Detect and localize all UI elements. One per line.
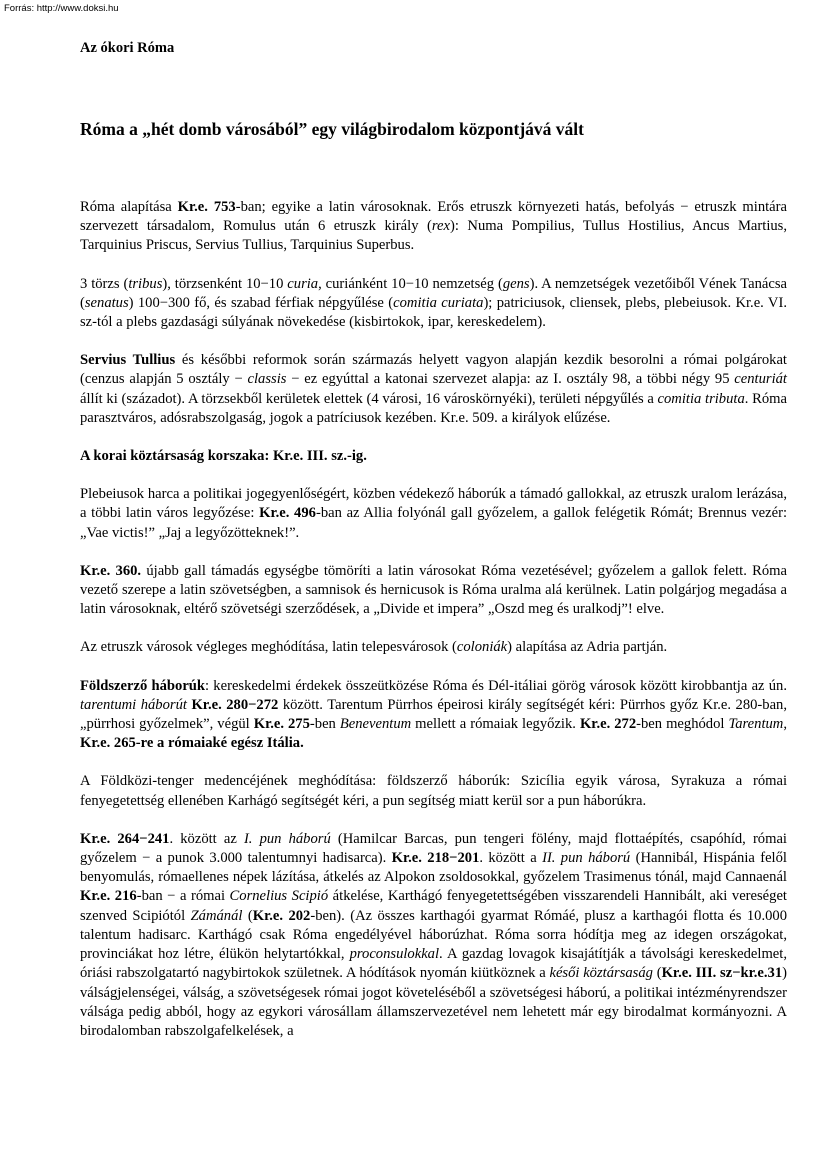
bold-text: Kr.e. 265-re a rómaiaké egész Itália. xyxy=(80,735,304,752)
text-run: állít ki (századot). A törzsekből kerületek elettek (4 városi, 16 városkörnyéki), területi népgyűlés a xyxy=(80,390,658,407)
text-run: A korai köztársaság korszaka: Kr.e. III. sz.-ig. xyxy=(80,448,367,465)
text-run: : kereskedelmi érdekek összeütközése Róma és Dél-itáliai görög városok között kirobbantja az ún. xyxy=(205,677,787,694)
text-run: , curiánként 10−10 nemzetség ( xyxy=(318,275,503,292)
bold-text: Kr.e. 272 xyxy=(579,716,637,733)
italic-text: centuriát xyxy=(734,371,787,388)
italic-text: I. pun háború xyxy=(243,830,331,847)
text-run: újabb gall támadás egységbe tömöríti a latin városokat Róma vezetésével; győzelem a gallok felett. Róma vezető szerepe a latin szövetségben, a samnisok és hernicusok is Róma uralma alá kerülnek. Latin polgárjog megadása a latin városoknak, eltérő szövetségi szerződések, a „Divide et impera” „Oszd meg és uralkodj”! elve. xyxy=(80,562,788,618)
bold-text: Kr.e. 753 xyxy=(177,199,236,215)
bold-text: Kr.e. 202 xyxy=(252,907,311,924)
italic-text: gens xyxy=(502,275,530,292)
page-title: Róma a „hét domb városából” egy világbirodalom központjává vált xyxy=(80,119,584,139)
text-run: . között a xyxy=(479,850,543,867)
text-run: . Róma parasztváros, adósrabszolgaság, jogok a patríciusok kezében. Kr.e. 509. a királyok elűzése. xyxy=(80,390,787,426)
text-run: . között az xyxy=(169,830,244,847)
bold-text: Servius Tullius xyxy=(80,352,176,369)
text-run: mellett a rómaiak legyőzik. xyxy=(411,716,580,733)
text-run: ( xyxy=(652,965,662,982)
paragraph xyxy=(80,772,787,810)
italic-text: tribus xyxy=(128,275,163,292)
italic-text: Cornelius Scipió xyxy=(229,888,329,905)
text-run: Plebeiusok harca a politikai jogegyenlőségért, közben védekező háborúk a támadó gallokkal, az etruszk uralom lerázása, a többi latin város legyőzése: xyxy=(80,486,787,522)
text-run: Az etruszk városok végleges meghódítása, latin telepesvárosok ( xyxy=(80,639,457,656)
text-run: 3 törzs ( xyxy=(80,275,129,292)
text-run: ) alapítása az Adria partján. xyxy=(507,639,668,656)
italic-text: Tarentum xyxy=(728,716,784,733)
paragraph xyxy=(80,638,787,657)
paragraph xyxy=(80,351,787,428)
bold-text: Kr.e. 264−241 xyxy=(80,830,170,847)
bold-text: Kr.e. 496 xyxy=(259,505,316,522)
section-heading xyxy=(80,447,787,466)
text-run: A Földközi-tenger medencéjének meghódítása: földszerző háborúk: Szicília egyik városa, Syrakuza a római fenyegetettség ellenében Karhágó segítségét kéri, a pun segítség miatt kerül sor a pun háborúkra. xyxy=(80,773,787,809)
bold-text: Kr.e. 216 xyxy=(80,888,137,905)
bold-text: Kr.e. 275 xyxy=(253,716,310,733)
italic-text: II. pun háború xyxy=(542,850,631,867)
text-run: ( xyxy=(242,907,253,924)
text-run: ) 100−300 fő, és szabad férfiak népgyűlése ( xyxy=(128,294,394,311)
text-run: . A gazdag lovagok kisajátítják a távolsági kereskedelmet, óriási rabszolgatartó nagybirtokok születnek. A hódítások nyomán kiütköznek a xyxy=(80,946,787,982)
italic-text: késői köztársaság xyxy=(549,965,653,982)
italic-text: Zámánál xyxy=(190,907,243,924)
italic-text: curia xyxy=(287,275,319,292)
text-run: Róma alapítása xyxy=(80,199,178,215)
document-body xyxy=(80,198,787,1060)
text-run: között. Tarentum Pürrhos épeirosi király segítségét kéri: Pürrhos győz Kr.e. 280-ban, „pürrhosi győzelmek”, végül xyxy=(80,696,787,733)
italic-text: tarentumi háborút xyxy=(80,696,187,713)
bold-text: Kr.e. 280−272 xyxy=(191,696,279,713)
text-run: -ban; egyike a latin városoknak. Erős etruszk környezeti hatás, befolyás − etruszk mintára szervezett társadalom, Romulus után 6 etruszk király ( xyxy=(80,199,787,235)
text-run: -ben xyxy=(309,716,340,733)
text-run: ): Numa Pompilius, Tullus Hostilius, Ancus Martius, Tarquinius Priscus, Servius Tullius, Tarquinius Superbus. xyxy=(80,218,787,254)
italic-text: senatus xyxy=(84,294,129,311)
text-run: (Hamilcar Barcas, pun tengeri fölény, majd flottaépítés, csapóhíd, római győzelem − a punok 3.000 talentumnyi hadisarca). xyxy=(80,830,787,867)
paragraph xyxy=(80,562,787,620)
bold-text: Kr.e. 360. xyxy=(80,562,142,579)
text-run: átkelése, Karthágó fenyegetettségében visszarendeli Hannibált, aki vereséget szenved Scipiótól xyxy=(80,888,787,924)
italic-text: coloniák xyxy=(456,639,508,656)
text-run: és későbbi reformok során származás helyett vagyon alapján kezdik besorolni a római polgárokat (cenzus alapján 5 osztály − xyxy=(80,352,787,388)
italic-text: Beneventum xyxy=(339,716,412,733)
italic-text: rex xyxy=(431,218,450,235)
bold-text: Kr.e. III. sz−kr.e.31 xyxy=(661,965,783,982)
italic-text: comitia curiata xyxy=(393,294,484,311)
text-run: (Hannibál, Hispánia felől benyomulás, rómaellenes népek lázítása, átkelés az Alpokon zsoldosokkal, győzelem Trasimenus tónál, majd Cannaenál xyxy=(80,850,787,886)
source-url: Forrás: http://www.doksi.hu xyxy=(4,3,119,14)
paragraph xyxy=(80,485,787,543)
italic-text: comitia tributa xyxy=(657,390,745,407)
bold-text: Kr.e. 218−201 xyxy=(391,850,480,867)
text-run: , xyxy=(783,716,787,733)
text-run: ), törzsenként 10−10 xyxy=(162,275,288,292)
text-run: ); patriciusok, cliensek, plebs, plebeiusok. Kr.e. VI. sz-tól a plebs gazdasági súlyának növekedése (kisbirtokok, ipar, kereskedelem). xyxy=(80,294,787,331)
text-run: -ban az Allia folyónál gall győzelem, a gallok felégetik Rómát; Brennus vezér: „Vae victis!” „Jaj a legyőzötteknek!”. xyxy=(80,505,788,541)
italic-text: proconsulokkal xyxy=(349,946,440,963)
text-run: -ben meghódol xyxy=(636,716,729,733)
paragraph xyxy=(80,677,787,754)
paragraph xyxy=(80,198,787,256)
text-run: ). A nemzetségek vezetőiből Vének Tanácsa ( xyxy=(80,275,787,311)
document-header: Az ókori Róma xyxy=(80,40,175,56)
italic-text: classis xyxy=(247,371,287,388)
text-run: -ben). (Az összes karthagói gyarmat Rómáé, plusz a karthagói flotta és 10.000 talentum hadisarc. Karthágó csak Róma engedélyével háborúzhat. Róma sorra hódítja meg az idegen országokat, provinciákat hoz létre, élükön helytartókkal, xyxy=(80,907,787,963)
text-run: ) válságjelenségei, válság, a szövetségesek római jogot követeléséből a szövetségesi háború, a politikai intézményrendszer válsága pedig abból, hogy az egykori városállam államszervezetével nem lehetett már egy birodalmat kormányozni. A birodalomban rabszolgafelkelések, a xyxy=(80,965,788,1039)
text-run: − ez egyúttal a katonai szervezet alapja: az I. osztály 98, a többi négy 95 xyxy=(286,371,735,388)
bold-text: Földszerző háborúk xyxy=(80,677,206,694)
paragraph xyxy=(80,830,787,1041)
paragraph xyxy=(80,275,787,333)
text-run: -ban − a római xyxy=(136,888,230,905)
